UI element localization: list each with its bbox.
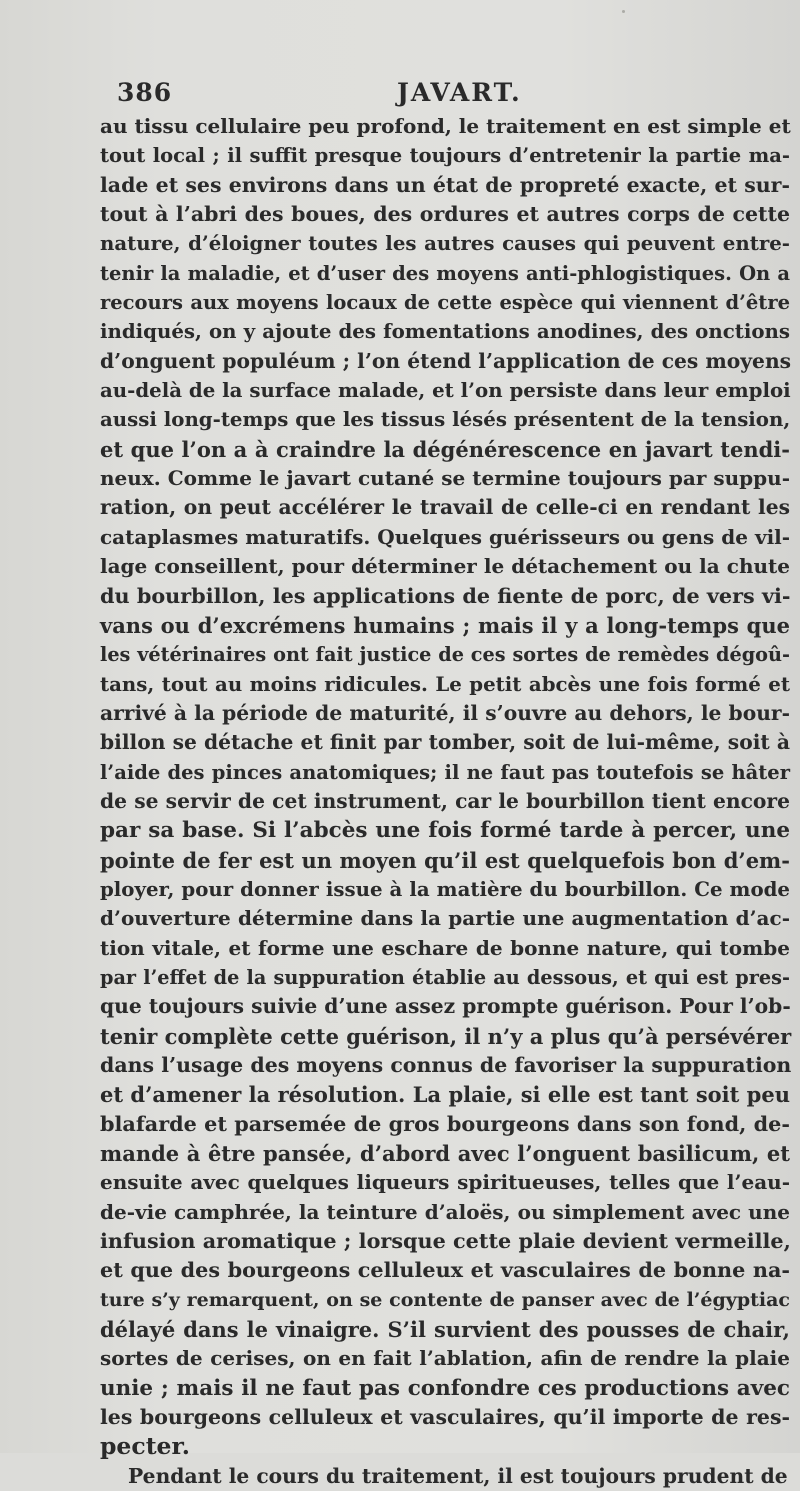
page-number: 386 (117, 78, 173, 107)
text-line: vans ou d’excrémens humains ; mais il y a long-temps que (100, 612, 790, 638)
text-line: du bourbillon, les applications de fiente de porc, de vers vi- (100, 583, 791, 608)
text-line: délayé dans le vinaigre. S’il survient des pousses de chair, (100, 1317, 790, 1343)
text-line: indiqués, on y ajoute des fomentations anodines, des onctions (100, 319, 790, 344)
text-line: ture s’y remarquent, on se contente de panser avec de l’égyptiac (100, 1288, 790, 1311)
text-line: lage conseillent, pour déterminer le détachement ou la chute (100, 554, 790, 579)
text-line: nature, d’éloigner toutes les autres causes qui peuvent entre- (100, 231, 790, 256)
text-line: blafarde et parsemée de gros bourgeons dans son fond, de- (100, 1111, 790, 1136)
text-line: tenir complète cette guérison, il n’y a plus qu’à persévérer (100, 1023, 792, 1049)
body-text (100, 112, 790, 1491)
text-line: et que l’on a à craindre la dégénérescence en javart tendi- (100, 436, 790, 462)
text-line: de se servir de cet instrument, car le bourbillon tient encore (100, 788, 790, 813)
text-line: tout local ; il suffit presque toujours d’entretenir la partie ma- (100, 144, 790, 168)
text-line: infusion aromatique ; lorsque cette plaie devient vermeille, (100, 1229, 791, 1254)
text-line: pointe de fer est un moyen qu’il est quelquefois bon d’em- (100, 847, 790, 873)
text-line: les vétérinaires ont fait justice de ces sortes de remèdes dégoû- (100, 643, 790, 667)
text-line: que toujours suivie d’une assez prompte guérison. Pour l’ob- (100, 994, 791, 1019)
text-line: au tissu cellulaire peu profond, le traitement en est simple et (100, 114, 791, 138)
text-line: les bourgeons celluleux et vasculaires, qu’il importe de res- (100, 1405, 790, 1430)
text-line: d’onguent populéum ; l’on étend l’application de ces moyens (100, 348, 792, 373)
running-head: JAVART. (397, 78, 522, 107)
text-line: recours aux moyens locaux de cette espèce qui viennent d’être (100, 291, 790, 315)
text-line: et d’amener la résolution. La plaie, si elle est tant soit peu (100, 1082, 790, 1108)
text-line: neux. Comme le javart cutané se termine toujours par suppu- (100, 466, 790, 491)
text-line: l’aide des pinces anatomiques; il ne faut pas toutefois se hâter (100, 760, 790, 784)
text-line: ployer, pour donner issue à la matière du bourbillon. Ce mode (100, 876, 790, 901)
text-line: sortes de cerises, on en fait l’ablation, afin de rendre la plaie (100, 1346, 790, 1371)
paper-speck (622, 10, 625, 13)
text-line: par sa base. Si l’abcès une fois formé tarde à percer, une (100, 818, 790, 844)
text-line: par l’effet de la suppuration établie au dessous, et qui est pres- (100, 965, 790, 989)
text-line: tion vitale, et forme une eschare de bonne nature, qui tombe (100, 935, 790, 960)
text-line: d’ouverture détermine dans la partie une augmentation d’ac- (100, 906, 790, 931)
text-line: au-delà de la surface malade, et l’on persiste dans leur emploi (100, 378, 791, 403)
text-line: Pendant le cours du traitement, il est toujours prudent de (128, 1463, 788, 1488)
text-line: et que des bourgeons celluleux et vasculaires de bonne na- (100, 1258, 790, 1283)
text-line: tenir la maladie, et d’user des moyens anti-phlogistiques. On a (100, 261, 790, 285)
text-line: ration, on peut accélérer le travail de celle-ci en rendant les (100, 495, 790, 520)
text-line: mande à être pansée, d’abord avec l’onguent basilicum, et (100, 1141, 790, 1167)
text-line: arrivé à la période de maturité, il s’ouvre au dehors, le bour- (100, 700, 790, 725)
text-line: ensuite avec quelques liqueurs spiritueuses, telles que l’eau- (100, 1170, 790, 1195)
text-line: lade et ses environs dans un état de propreté exacte, et sur- (100, 172, 790, 197)
page-header (117, 78, 787, 114)
text-line: cataplasmes maturatifs. Quelques guérisseurs ou gens de vil- (100, 524, 791, 549)
text-line: tans, tout au moins ridicules. Le petit abcès une fois formé et (100, 671, 790, 696)
text-line: de-vie camphrée, la teinture d’aloës, ou simplement avec une (100, 1199, 790, 1224)
text-line: pecter. (100, 1432, 190, 1461)
text-line: unie ; mais il ne faut pas confondre ces productions avec (100, 1375, 790, 1401)
text-line: billon se détache et finit par tomber, soit de lui-même, soit à (100, 730, 790, 755)
text-line: dans l’usage des moyens connus de favoriser la suppuration (100, 1053, 792, 1077)
text-line: tout à l’abri des boues, des ordures et autres corps de cette (100, 202, 790, 227)
text-line: aussi long-temps que les tissus lésés présentent de la tension, (100, 407, 791, 432)
